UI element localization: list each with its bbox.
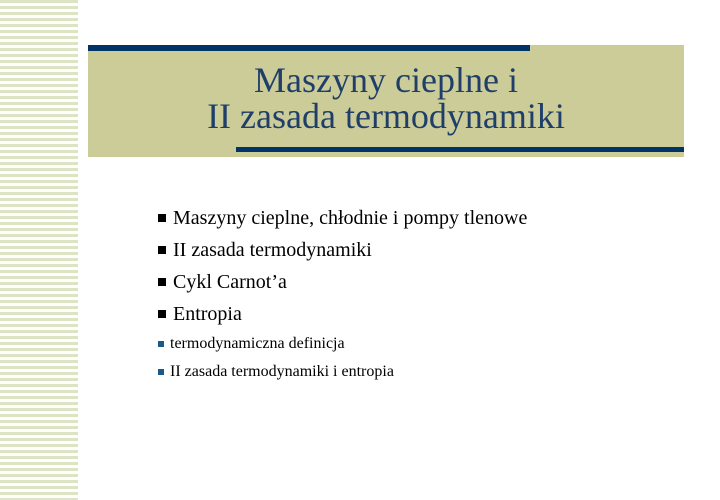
bullet-text: II zasada termodynamiki (173, 238, 372, 261)
square-bullet-icon (158, 310, 166, 318)
bullet-item (158, 234, 527, 266)
square-sub-bullet-icon (158, 369, 164, 375)
square-bullet-icon (158, 246, 166, 254)
title-rule-bottom (236, 147, 684, 152)
bullet-item (158, 202, 527, 234)
decorative-stripes (0, 0, 78, 500)
bullet-text: Cykl Carnot’a (173, 270, 287, 293)
square-bullet-icon (158, 214, 166, 222)
bullet-item (158, 298, 527, 330)
bullet-list (158, 202, 527, 386)
bullet-text: Maszyny cieplne, chłodnie i pompy tlenowe (173, 206, 528, 229)
bullet-text: Entropia (173, 302, 242, 325)
slide-title-line-1: Maszyny cieplne i (254, 60, 518, 100)
slide-title-line-2: II zasada termodynamiki (207, 96, 565, 136)
title-rule-top (88, 45, 530, 51)
slide-title (88, 62, 684, 134)
square-sub-bullet-icon (158, 341, 164, 347)
sub-bullet-item (158, 358, 527, 386)
sub-bullet-item (158, 330, 527, 358)
sub-bullet-text: II zasada termodynamiki i entropia (170, 363, 394, 380)
sub-bullet-text: termodynamiczna definicja (170, 335, 345, 352)
square-bullet-icon (158, 278, 166, 286)
bullet-item (158, 266, 527, 298)
